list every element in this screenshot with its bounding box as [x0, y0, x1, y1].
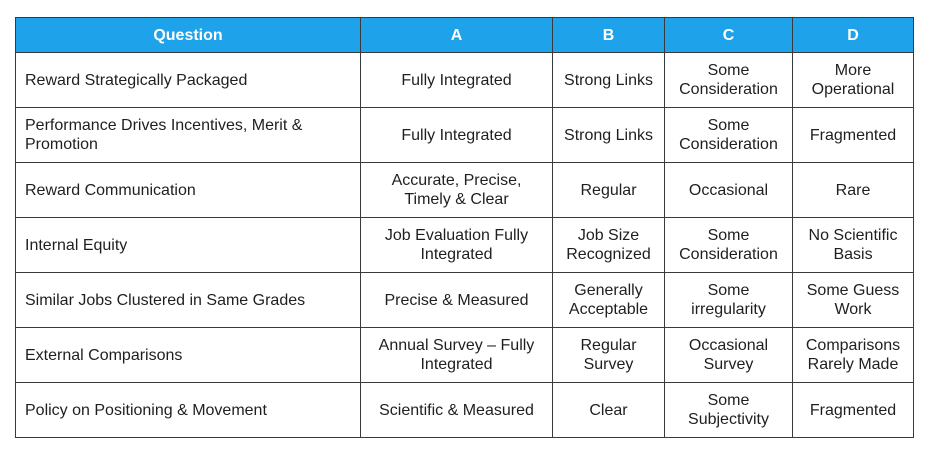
cell-d: Some Guess Work — [793, 273, 914, 328]
cell-c: Some Subjectivity — [665, 383, 793, 438]
cell-a: Precise & Measured — [361, 273, 553, 328]
cell-d: No Scientific Basis — [793, 218, 914, 273]
cell-d: Fragmented — [793, 108, 914, 163]
question-cell: Reward Communication — [16, 163, 361, 218]
question-cell: Internal Equity — [16, 218, 361, 273]
table-header — [16, 18, 914, 53]
cell-a: Scientific & Measured — [361, 383, 553, 438]
question-cell: Reward Strategically Packaged — [16, 53, 361, 108]
cell-b: Generally Acceptable — [553, 273, 665, 328]
cell-c: Some Consideration — [665, 108, 793, 163]
table-row — [16, 108, 914, 163]
cell-c: Some Consideration — [665, 53, 793, 108]
question-cell: Policy on Positioning & Movement — [16, 383, 361, 438]
cell-a: Annual Survey – Fully Integrated — [361, 328, 553, 383]
cell-d: Comparisons Rarely Made — [793, 328, 914, 383]
table-row — [16, 163, 914, 218]
col-header-b: B — [553, 18, 665, 53]
cell-a: Fully Integrated — [361, 108, 553, 163]
cell-d: Rare — [793, 163, 914, 218]
cell-c: Occasional — [665, 163, 793, 218]
cell-c: Some irregularity — [665, 273, 793, 328]
cell-b: Strong Links — [553, 53, 665, 108]
cell-c: Some Consideration — [665, 218, 793, 273]
question-cell: Similar Jobs Clustered in Same Grades — [16, 273, 361, 328]
col-header-d: D — [793, 18, 914, 53]
assessment-table — [15, 17, 914, 438]
table-row — [16, 383, 914, 438]
table-row — [16, 273, 914, 328]
table-row — [16, 218, 914, 273]
table-body — [16, 53, 914, 438]
cell-d: Fragmented — [793, 383, 914, 438]
question-cell: Performance Drives Incentives, Merit & Promotion — [16, 108, 361, 163]
cell-b: Clear — [553, 383, 665, 438]
question-cell: External Comparisons — [16, 328, 361, 383]
cell-b: Regular — [553, 163, 665, 218]
cell-b: Regular Survey — [553, 328, 665, 383]
cell-a: Accurate, Precise, Timely & Clear — [361, 163, 553, 218]
header-row — [16, 18, 914, 53]
cell-a: Job Evaluation Fully Integrated — [361, 218, 553, 273]
cell-d: More Operational — [793, 53, 914, 108]
table-row — [16, 328, 914, 383]
cell-b: Strong Links — [553, 108, 665, 163]
col-header-question: Question — [16, 18, 361, 53]
table-row — [16, 53, 914, 108]
cell-a: Fully Integrated — [361, 53, 553, 108]
col-header-a: A — [361, 18, 553, 53]
cell-c: Occasional Survey — [665, 328, 793, 383]
cell-b: Job Size Recognized — [553, 218, 665, 273]
col-header-c: C — [665, 18, 793, 53]
